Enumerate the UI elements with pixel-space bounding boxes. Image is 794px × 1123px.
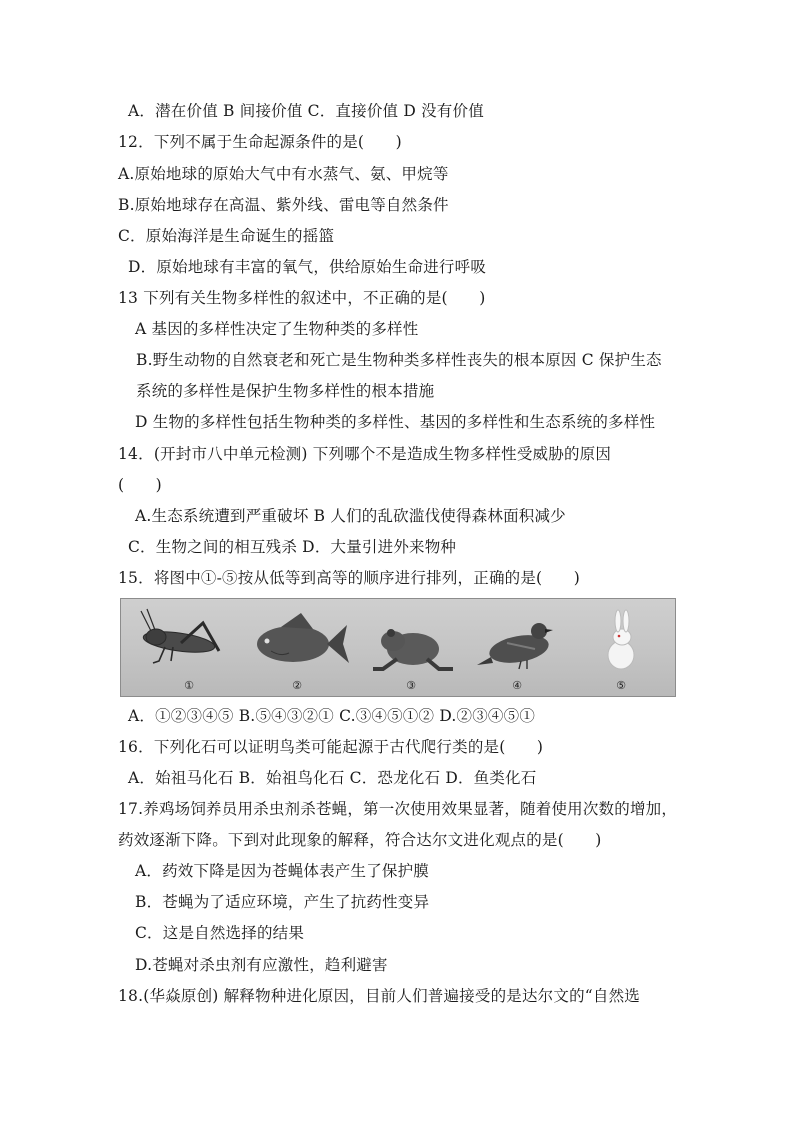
frog-icon	[373, 629, 453, 669]
figure-label-1: ①	[184, 679, 194, 692]
q12-option-b: B.原始地球存在高温、紫外线、雷电等自然条件	[118, 196, 449, 214]
q16-stem: 16．下列化石可以证明鸟类可能起源于古代爬行类的是( )	[118, 738, 544, 756]
q12-option-c: C．原始海洋是生命诞生的摇篮	[118, 227, 335, 245]
q13-option-b: B.野生动物的自然衰老和死亡是生物种类多样性丧失的根本原因 C 保护生态	[136, 351, 662, 369]
q17-option-c: C．这是自然选择的结果	[135, 924, 305, 942]
q14-options-cd: C．生物之间的相互残杀 D．大量引进外来物种	[128, 538, 457, 556]
q18-stem: 18.(华焱原创) 解释物种进化原因，目前人们普遍接受的是达尔文的“自然选	[118, 987, 640, 1005]
q13-option-d: D 生物的多样性包括生物种类的多样性、基因的多样性和生态系统的多样性	[135, 413, 656, 431]
figure-label-4: ④	[512, 679, 522, 692]
q14-options-ab: A.生态系统遭到严重破坏 B 人们的乱砍滥伐使得森林面积减少	[135, 507, 566, 525]
q17-stem-line1: 17.养鸡场饲养员用杀虫剂杀苍蝇，第一次使用效果显著，随着使用次数的增加，	[118, 800, 678, 818]
figure-label-2: ②	[292, 679, 302, 692]
fish-icon	[257, 613, 349, 663]
q15-stem: 15．将图中①-⑤按从低等到高等的顺序进行排列，正确的是( )	[118, 569, 580, 587]
figure-label-5: ⑤	[616, 679, 626, 692]
q17-stem-line2: 药效逐渐下降。下到对此现象的解释，符合达尔文进化观点的是( )	[118, 831, 602, 849]
q12-stem: 12．下列不属于生命起源条件的是( )	[118, 133, 402, 151]
pigeon-icon	[477, 623, 553, 669]
q14-stem: 14．(开封市八中单元检测) 下列哪个不是造成生物多样性受威胁的原因	[118, 445, 612, 463]
q12-option-a: A.原始地球的原始大气中有水蒸气、氨、甲烷等	[118, 165, 449, 183]
q14-blank: ( )	[118, 476, 162, 494]
q15-options: A．①②③④⑤ B.⑤④③②① C.③④⑤①② D.②③④⑤①	[128, 707, 536, 725]
q17-option-b: B．苍蝇为了适应环境，产生了抗药性变异	[135, 893, 430, 911]
q17-option-d: D.苍蝇对杀虫剂有应激性，趋利避害	[135, 956, 388, 974]
animals-photo	[120, 598, 676, 697]
q11-options: A．潜在价值 B 间接价值 C．直接价值 D 没有价值	[128, 102, 484, 120]
q16-options: A．始祖马化石 B．始祖鸟化石 C．恐龙化石 D．鱼类化石	[128, 769, 537, 787]
q13-option-c-cont: 系统的多样性是保护生物多样性的根本措施	[136, 382, 435, 400]
q13-stem: 13 下列有关生物多样性的叙述中，不正确的是( )	[118, 289, 486, 307]
q12-option-d: D．原始地球有丰富的氧气，供给原始生命进行呼吸	[128, 258, 487, 276]
grasshopper-icon	[141, 609, 219, 663]
rabbit-icon	[608, 610, 634, 669]
q17-option-a: A．药效下降是因为苍蝇体表产生了保护膜	[135, 862, 429, 880]
figure-label-3: ③	[406, 679, 416, 692]
q13-option-a: A 基因的多样性决定了生物种类的多样性	[135, 320, 419, 338]
